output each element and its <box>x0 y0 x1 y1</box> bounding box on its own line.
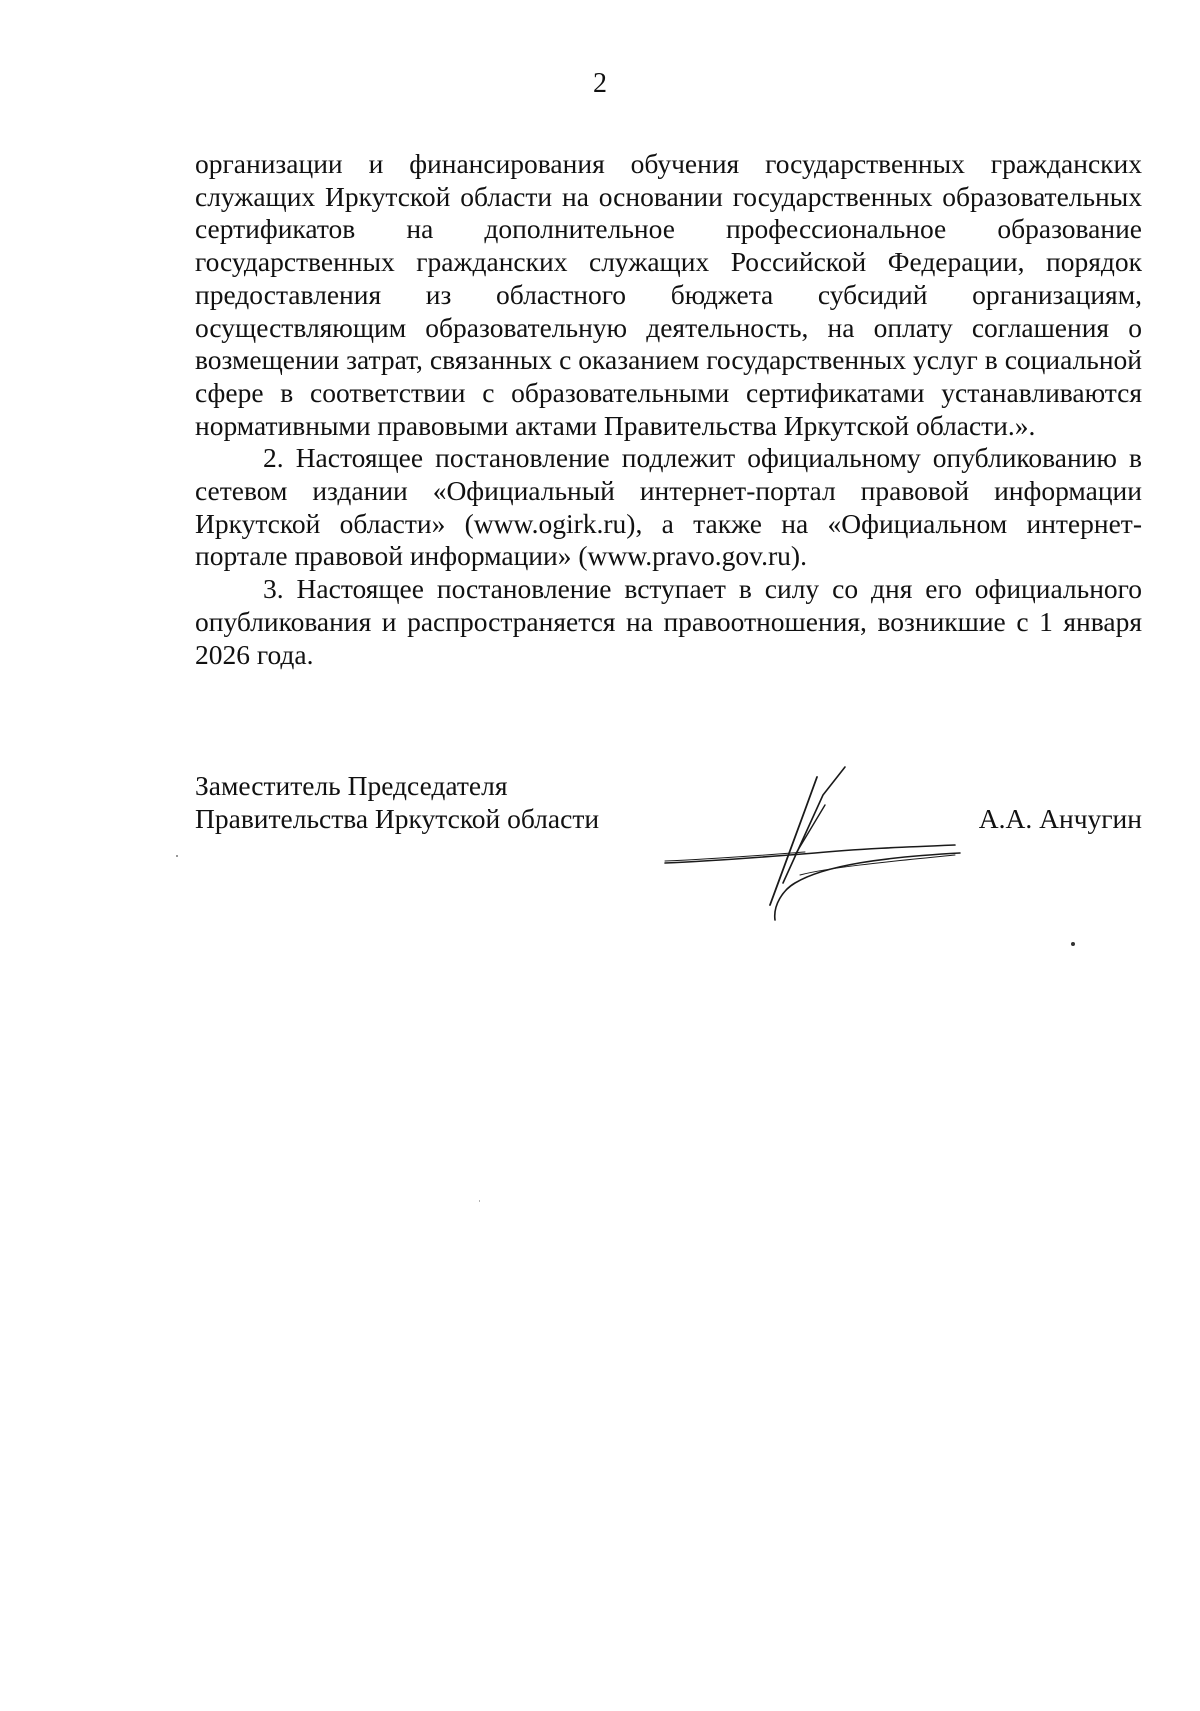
page-number: 2 <box>593 68 607 99</box>
handwritten-signature <box>655 765 995 925</box>
paragraph-continuation: организации и финансирования обучения государственных гражданских служащих Иркутской области на основании государственных образовательных сертификатов на дополнительное профессиональное образование государственных гражданских служащих Российской Федерации, порядок предоставления из областного бюджета субсидий организациям, осуществляющим образовательную деятельность, на оплату соглашения о возмещении затрат, связанных с оказанием государственных услуг в социальной сфере в соответствии с образовательными сертификатами устанавливаются нормативными правовыми актами Правительства Иркутской области.». <box>195 148 1142 441</box>
document-body <box>195 148 1142 671</box>
signatory-position-line-1: Заместитель Председателя <box>195 770 508 801</box>
signatory-position-line-2: Правительства Иркутской области <box>195 802 600 834</box>
signatory-name: А.А. Анчугин <box>978 802 1142 834</box>
scan-speck <box>479 1200 480 1202</box>
scan-speck <box>1071 942 1075 946</box>
paragraph-item-3: 3. Настоящее постановление вступает в силу со дня его официального опубликования и распространяется на правоотношения, возникшие с 1 января 2026 года. <box>195 573 1142 670</box>
signatory-position <box>195 770 599 835</box>
paragraph-item-2: 2. Настоящее постановление подлежит официальному опубликованию в сетевом издании «Официальный интернет-портал правовой информации Иркутской области» (www.ogirk.ru), а также на «Официальном интернет-портале правовой информации» (www.pravo.gov.ru). <box>195 442 1142 572</box>
scan-speck <box>176 855 178 857</box>
